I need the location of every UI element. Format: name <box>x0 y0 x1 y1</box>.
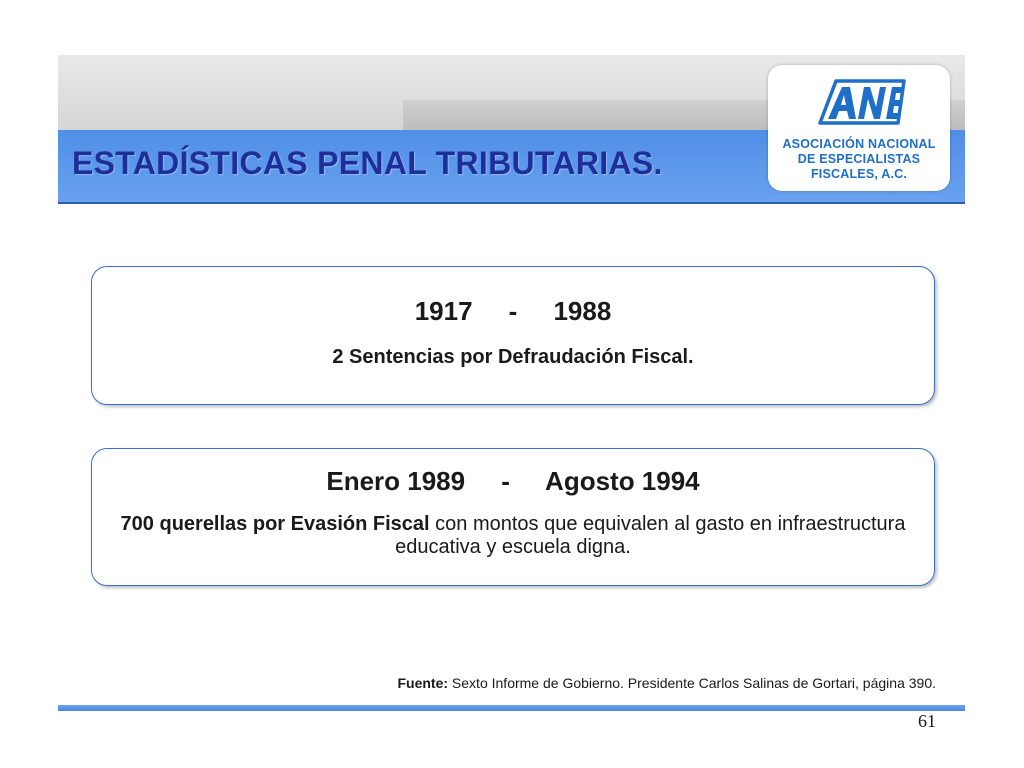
footer-bar <box>58 705 965 711</box>
stat-description-rest: con montos que equivalen al gasto en infraestructura educativa y escuela digna. <box>395 513 906 558</box>
stat-description-bold: 700 querellas por Evasión Fiscal <box>120 513 430 535</box>
source-label: Fuente: <box>397 675 449 691</box>
period-label: Enero 1989 - Agosto 1994 <box>326 466 700 496</box>
source-note <box>397 675 936 691</box>
source-text: Sexto Informe de Gobierno. Presidente Carlos Salinas de Gortari, página 390. <box>448 675 936 691</box>
ane-logo-mark-icon <box>806 73 910 129</box>
logo-line-2: DE ESPECIALISTAS <box>797 152 921 166</box>
logo-line-1: ASOCIACIÓN NACIONAL <box>782 137 936 151</box>
association-logo <box>768 65 950 191</box>
stat-box-1917-1988 <box>91 266 935 405</box>
slide-title: ESTADÍSTICAS PENAL TRIBUTARIAS. <box>72 145 663 181</box>
logo-line-3: FISCALES, A.C. <box>810 167 908 181</box>
logo-text <box>768 137 950 182</box>
header-divider <box>58 202 965 204</box>
page-number: 61 <box>918 711 936 731</box>
stat-box-1989-1994 <box>91 448 935 586</box>
stat-description: 2 Sentencias por Defraudación Fiscal. <box>332 346 694 368</box>
period-label: 1917 - 1988 <box>414 296 612 326</box>
stat-description <box>92 513 934 559</box>
